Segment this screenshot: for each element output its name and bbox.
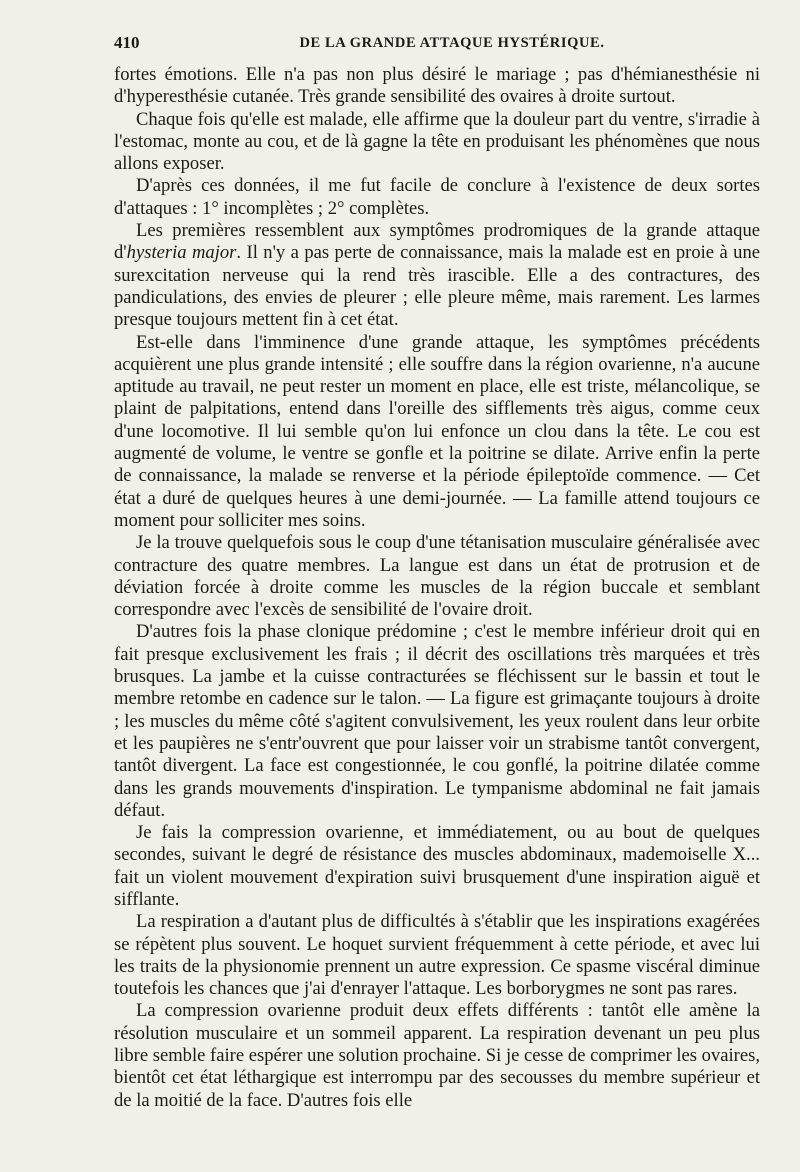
paragraph bbox=[114, 621, 760, 822]
paragraph-text: Les premières ressemblent aux symptômes prodromiques de la grande attaque d' bbox=[114, 220, 760, 264]
paragraph-text: La compression ovarienne produit deux effets différents : tantôt elle amène la résolution musculaire et un sommeil apparent. La respiration devenant un peu plus libre semble faire espérer une solution prochaine. Si je cesse de comprimer les ovaires, bientôt cet état léthargique est interrompu par des secousses du membre supérieur et de la moitié de la face. D'autres fois elle bbox=[114, 1000, 760, 1111]
paragraph-text: La respiration a d'autant plus de difficultés à s'établir que les inspirations exagérées se répètent plus souvent. Le hoquet survient fréquemment à cette période, et avec lui les traits de la physionomie prennent un autre expression. Ce spasme viscéral diminue toutefois les chances que j'ai d'enrayer l'attaque. Les borborygmes ne sont pas rares. bbox=[114, 911, 760, 1000]
page-number: 410 bbox=[114, 33, 140, 52]
page-header bbox=[114, 30, 760, 54]
running-title: DE LA GRANDE ATTAQUE HYSTÉRIQUE. bbox=[299, 35, 605, 51]
paragraph-text: D'après ces données, il me fut facile de conclure à l'existence de deux sortes d'attaques : 1° incomplètes ; 2° complètes. bbox=[114, 175, 760, 219]
paragraph bbox=[114, 532, 760, 621]
paragraph bbox=[114, 175, 760, 220]
paragraph-text: . Il n'y a pas perte de connaissance, mais la malade est en proie à une surexcitation nerveuse qui la rend très irascible. Elle a des contractures, des pandiculations, des envies de pleurer ; elle pleure même, mais rarement. Les larmes presque toujours mettent fin à cet état. bbox=[114, 242, 760, 331]
paragraph-text: fortes émotions. Elle n'a pas non plus désiré le mariage ; pas d'hémianesthésie ni d'hyperesthésie cutanée. Très grande sensibilité des ovaires à droite surtout. bbox=[114, 64, 760, 108]
paragraph bbox=[114, 64, 760, 109]
paragraph bbox=[114, 822, 760, 911]
paragraph bbox=[114, 332, 760, 533]
paragraph-text: Je la trouve quelquefois sous le coup d'une tétanisation musculaire généralisée avec contracture des quatre membres. La langue est dans un état de protrusion et de déviation forcée à droite comme les muscles de la région buccale et semblant correspondre avec l'excès de sensibilité de l'ovaire droit. bbox=[114, 532, 760, 621]
paragraph bbox=[114, 220, 760, 331]
paragraph bbox=[114, 109, 760, 176]
paragraph bbox=[114, 1000, 760, 1111]
paragraph-text: Chaque fois qu'elle est malade, elle affirme que la douleur part du ventre, s'irradie à l'estomac, monte au cou, et de là gagne la tête en produisant les phénomènes que nous allons exposer. bbox=[114, 108, 760, 175]
italic-term: hysteria major bbox=[126, 242, 237, 264]
paragraph-text: D'autres fois la phase clonique prédomine ; c'est le membre inférieur droit qui en fait presque exclusivement les frais ; il décrit des oscillations très marquées et très brusques. La jambe et la cuisse contracturées se fléchissent sur le bassin et tout le membre retombe en cadence sur le talon. — La figure est grimaçante toujours à droite ; les muscles du même côté s'agitent convulsivement, les yeux roulent dans leur orbite et les paupières ne s'entr'ouvrent que pour laisser voir un strabisme tantôt convergent, tantôt divergent. La face est congestionnée, le cou gonflé, la poitrine dilatée comme dans les grands mouvements d'inspiration. Le tympanisme abdominal ne fait jamais défaut. bbox=[114, 621, 760, 821]
paragraph-text: Je fais la compression ovarienne, et immédiatement, ou au bout de quelques secondes, suivant le degré de résistance des muscles abdominaux, mademoiselle X... fait un violent mouvement d'expiration suivi brusquement d'une inspiration aiguë et sifflante. bbox=[114, 822, 760, 910]
body-text bbox=[114, 64, 760, 1112]
paragraph bbox=[114, 911, 760, 1000]
paragraph-text: Est-elle dans l'imminence d'une grande attaque, les symptômes précédents acquièrent une plus grande intensité ; elle souffre dans la région ovarienne, n'a aucune aptitude au travail, ne peut rester un moment en place, elle est triste, mélancolique, se plaint de palpitations, entend dans l'oreille des sifflements très aigus, comme ceux d'une locomotive. Il lui semble qu'on lui enfonce un clou dans la tête. Le cou est augmenté de volume, le ventre se gonfle et la poitrine se dilate. Arrive enfin la perte de connaissance, la malade se renverse et la période épileptoïde commence. — Cet état a duré de quelques heures à une demi-journée. — La famille attend toujours ce moment pour solliciter mes soins. bbox=[114, 331, 760, 531]
